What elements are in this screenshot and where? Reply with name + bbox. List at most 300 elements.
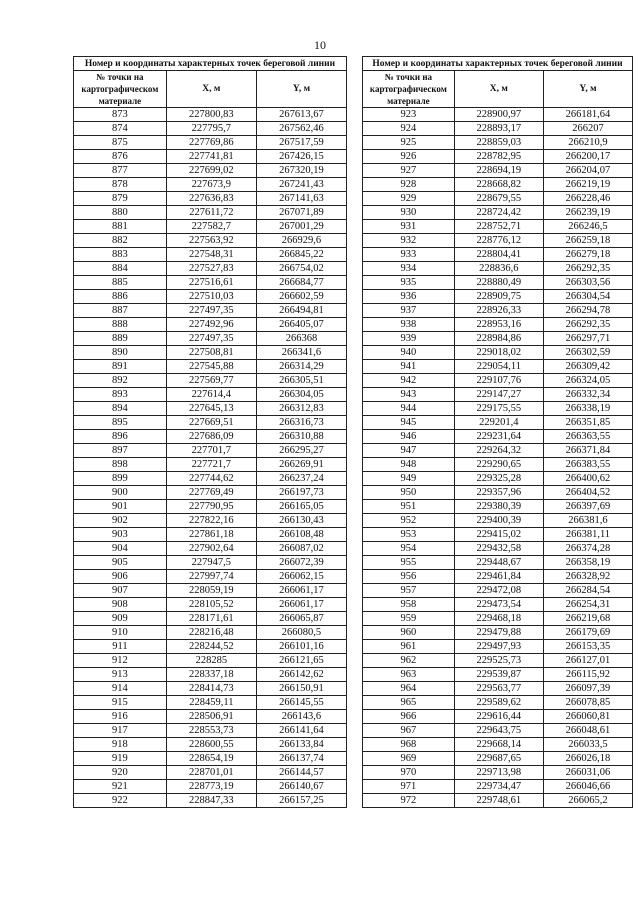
cell-x: 228782,95 (454, 150, 543, 164)
cell-x: 228414,73 (166, 682, 256, 696)
cell-x: 227997,74 (166, 570, 256, 584)
table-row (363, 766, 633, 780)
table-row (74, 262, 347, 276)
cell-y: 266181,64 (543, 108, 632, 122)
cell-y: 266101,16 (256, 640, 346, 654)
cell-x: 229687,65 (454, 752, 543, 766)
cell-point-number: 915 (74, 696, 167, 710)
table-row (74, 640, 347, 654)
table-row (74, 192, 347, 206)
cell-point-number: 938 (363, 318, 455, 332)
cell-y: 266127,01 (543, 654, 632, 668)
cell-x: 227686,09 (166, 430, 256, 444)
table-row (363, 486, 633, 500)
cell-point-number: 896 (74, 430, 167, 444)
cell-point-number: 964 (363, 682, 455, 696)
cell-y: 266312,83 (256, 402, 346, 416)
cell-point-number: 885 (74, 276, 167, 290)
cell-x: 227645,13 (166, 402, 256, 416)
cell-x: 228244,52 (166, 640, 256, 654)
cell-point-number: 892 (74, 374, 167, 388)
cell-x: 229643,75 (454, 724, 543, 738)
cell-y: 266061,17 (256, 584, 346, 598)
cell-y: 266144,57 (256, 766, 346, 780)
cell-y: 266142,62 (256, 668, 346, 682)
cell-y: 266314,29 (256, 360, 346, 374)
cell-point-number: 946 (363, 430, 455, 444)
cell-y: 266210,9 (543, 136, 632, 150)
cell-x: 229589,62 (454, 696, 543, 710)
cell-y: 266351,85 (543, 416, 632, 430)
table-title: Номер и координаты характерных точек береговой линии (363, 57, 633, 71)
table-row (363, 318, 633, 332)
cell-y: 266153,35 (543, 640, 632, 654)
cell-y: 266259,18 (543, 234, 632, 248)
table-row (74, 234, 347, 248)
cell-y: 266026,18 (543, 752, 632, 766)
cell-x: 228773,19 (166, 780, 256, 794)
table-row (363, 570, 633, 584)
cell-point-number: 955 (363, 556, 455, 570)
cell-x: 229472,08 (454, 584, 543, 598)
table-row (74, 598, 347, 612)
cell-x: 229563,77 (454, 682, 543, 696)
table-row (363, 220, 633, 234)
table-row (74, 276, 347, 290)
table-row (363, 710, 633, 724)
cell-x: 229748,61 (454, 794, 543, 808)
cell-x: 229473,54 (454, 598, 543, 612)
cell-point-number: 895 (74, 416, 167, 430)
cell-point-number: 901 (74, 500, 167, 514)
cell-x: 228459,11 (166, 696, 256, 710)
cell-x: 229497,93 (454, 640, 543, 654)
cell-point-number: 931 (363, 220, 455, 234)
cell-y: 266374,28 (543, 542, 632, 556)
table-row (363, 164, 633, 178)
table-row (74, 570, 347, 584)
table-row (363, 332, 633, 346)
cell-x: 229468,18 (454, 612, 543, 626)
cell-x: 227636,83 (166, 192, 256, 206)
cell-point-number: 949 (363, 472, 455, 486)
cell-y: 266332,34 (543, 388, 632, 402)
cell-x: 227800,83 (166, 108, 256, 122)
cell-y: 266341,6 (256, 346, 346, 360)
cell-point-number: 936 (363, 290, 455, 304)
cell-x: 229231,64 (454, 430, 543, 444)
cell-y: 267517,59 (256, 136, 346, 150)
cell-point-number: 911 (74, 640, 167, 654)
cell-y: 266305,51 (256, 374, 346, 388)
cell-y: 266237,24 (256, 472, 346, 486)
cell-y: 266207 (543, 122, 632, 136)
cell-y: 266316,73 (256, 416, 346, 430)
table-row (363, 402, 633, 416)
cell-x: 229147,27 (454, 388, 543, 402)
cell-point-number: 950 (363, 486, 455, 500)
table-row (74, 696, 347, 710)
cell-y: 266133,84 (256, 738, 346, 752)
table-row (74, 584, 347, 598)
column-header-x: X, м (454, 71, 543, 108)
cell-x: 228752,71 (454, 220, 543, 234)
cell-point-number: 948 (363, 458, 455, 472)
table-row (74, 654, 347, 668)
cell-y: 267141,63 (256, 192, 346, 206)
cell-x: 227497,35 (166, 304, 256, 318)
cell-point-number: 944 (363, 402, 455, 416)
cell-x: 227790,95 (166, 500, 256, 514)
cell-y: 266046,66 (543, 780, 632, 794)
cell-x: 227673,9 (166, 178, 256, 192)
cell-y: 267071,89 (256, 206, 346, 220)
cell-point-number: 913 (74, 668, 167, 682)
cell-point-number: 880 (74, 206, 167, 220)
cell-y: 266145,55 (256, 696, 346, 710)
cell-point-number: 935 (363, 276, 455, 290)
table-row (74, 220, 347, 234)
cell-y: 266065,2 (543, 794, 632, 808)
cell-point-number: 891 (74, 360, 167, 374)
table-row (363, 794, 633, 808)
table-row (363, 234, 633, 248)
cell-x: 227701,7 (166, 444, 256, 458)
cell-y: 267241,43 (256, 178, 346, 192)
cell-point-number: 947 (363, 444, 455, 458)
cell-x: 228776,12 (454, 234, 543, 248)
table-row (74, 346, 347, 360)
cell-point-number: 909 (74, 612, 167, 626)
cell-x: 227569,77 (166, 374, 256, 388)
cell-x: 228926,33 (454, 304, 543, 318)
cell-x: 228654,19 (166, 752, 256, 766)
cell-y: 266061,17 (256, 598, 346, 612)
cell-y: 266239,19 (543, 206, 632, 220)
table-row (74, 136, 347, 150)
cell-x: 227516,61 (166, 276, 256, 290)
cell-point-number: 972 (363, 794, 455, 808)
cell-x: 227510,03 (166, 290, 256, 304)
cell-point-number: 918 (74, 738, 167, 752)
cell-x: 228893,17 (454, 122, 543, 136)
table-row (74, 724, 347, 738)
cell-y: 266197,73 (256, 486, 346, 500)
cell-point-number: 877 (74, 164, 167, 178)
cell-point-number: 875 (74, 136, 167, 150)
cell-x: 229448,67 (454, 556, 543, 570)
cell-x: 228679,55 (454, 192, 543, 206)
cell-x: 229380,39 (454, 500, 543, 514)
table-row (363, 262, 633, 276)
table-row (363, 248, 633, 262)
cell-point-number: 971 (363, 780, 455, 794)
cell-y: 266684,77 (256, 276, 346, 290)
coordinates-table-right (362, 56, 633, 808)
cell-point-number: 910 (74, 626, 167, 640)
cell-y: 266404,52 (543, 486, 632, 500)
cell-y: 266080,5 (256, 626, 346, 640)
cell-y: 266304,05 (256, 388, 346, 402)
cell-point-number: 960 (363, 626, 455, 640)
table-row (74, 556, 347, 570)
table-row (74, 150, 347, 164)
cell-x: 229325,28 (454, 472, 543, 486)
table-row (363, 500, 633, 514)
cell-x: 228701,01 (166, 766, 256, 780)
cell-x: 228059,19 (166, 584, 256, 598)
cell-y: 266381,6 (543, 514, 632, 528)
cell-x: 229107,76 (454, 374, 543, 388)
table-row (74, 388, 347, 402)
table-row (363, 696, 633, 710)
cell-x: 227563,92 (166, 234, 256, 248)
cell-y: 266358,19 (543, 556, 632, 570)
cell-x: 229525,73 (454, 654, 543, 668)
cell-point-number: 941 (363, 360, 455, 374)
table-row (74, 612, 347, 626)
cell-point-number: 969 (363, 752, 455, 766)
cell-x: 228880,49 (454, 276, 543, 290)
cell-x: 228847,33 (166, 794, 256, 808)
cell-point-number: 888 (74, 318, 167, 332)
table-row (363, 122, 633, 136)
table-row (363, 276, 633, 290)
cell-point-number: 959 (363, 612, 455, 626)
cell-x: 227902,64 (166, 542, 256, 556)
cell-y: 266328,92 (543, 570, 632, 584)
column-header-y: Y, м (256, 71, 346, 108)
cell-point-number: 903 (74, 528, 167, 542)
cell-point-number: 897 (74, 444, 167, 458)
table-row (363, 528, 633, 542)
cell-point-number: 887 (74, 304, 167, 318)
cell-y: 266246,5 (543, 220, 632, 234)
table-row (363, 178, 633, 192)
cell-y: 266031,06 (543, 766, 632, 780)
cell-y: 267001,29 (256, 220, 346, 234)
cell-x: 228668,82 (454, 178, 543, 192)
table-row (363, 752, 633, 766)
cell-x: 229175,55 (454, 402, 543, 416)
cell-point-number: 923 (363, 108, 455, 122)
cell-point-number: 900 (74, 486, 167, 500)
cell-y: 266157,25 (256, 794, 346, 808)
cell-y: 266179,69 (543, 626, 632, 640)
cell-x: 229713,98 (454, 766, 543, 780)
cell-y: 266072,39 (256, 556, 346, 570)
cell-x: 227669,51 (166, 416, 256, 430)
cell-x: 228105,52 (166, 598, 256, 612)
cell-point-number: 945 (363, 416, 455, 430)
cell-y: 266140,67 (256, 780, 346, 794)
cell-x: 229479,88 (454, 626, 543, 640)
table-row (74, 360, 347, 374)
cell-point-number: 970 (363, 766, 455, 780)
cell-y: 266165,05 (256, 500, 346, 514)
table-row (363, 304, 633, 318)
cell-y: 266062,15 (256, 570, 346, 584)
cell-x: 229018,02 (454, 346, 543, 360)
cell-y: 266292,35 (543, 318, 632, 332)
cell-x: 227769,86 (166, 136, 256, 150)
cell-point-number: 873 (74, 108, 167, 122)
table-row (363, 612, 633, 626)
cell-point-number: 966 (363, 710, 455, 724)
cell-point-number: 908 (74, 598, 167, 612)
table-row (74, 738, 347, 752)
cell-y: 267613,67 (256, 108, 346, 122)
table-row (74, 626, 347, 640)
table-row (363, 598, 633, 612)
cell-x: 229054,11 (454, 360, 543, 374)
table-row (74, 542, 347, 556)
table-row (363, 584, 633, 598)
cell-x: 229290,65 (454, 458, 543, 472)
cell-x: 229539,87 (454, 668, 543, 682)
cell-x: 227548,31 (166, 248, 256, 262)
table-row (74, 122, 347, 136)
cell-y: 266294,78 (543, 304, 632, 318)
cell-y: 266297,71 (543, 332, 632, 346)
cell-y: 266383,55 (543, 458, 632, 472)
table-row (74, 486, 347, 500)
table-row (363, 108, 633, 122)
page-number: 10 (314, 38, 326, 52)
cell-x: 227527,83 (166, 262, 256, 276)
cell-point-number: 922 (74, 794, 167, 808)
cell-y: 267320,19 (256, 164, 346, 178)
cell-x: 227699,02 (166, 164, 256, 178)
cell-x: 227492,96 (166, 318, 256, 332)
table-row (363, 360, 633, 374)
cell-x: 227721,7 (166, 458, 256, 472)
cell-y: 266228,46 (543, 192, 632, 206)
cell-x: 227795,7 (166, 122, 256, 136)
cell-point-number: 968 (363, 738, 455, 752)
cell-point-number: 906 (74, 570, 167, 584)
cell-point-number: 890 (74, 346, 167, 360)
cell-y: 266338,19 (543, 402, 632, 416)
cell-point-number: 876 (74, 150, 167, 164)
cell-x: 228285 (166, 654, 256, 668)
cell-point-number: 879 (74, 192, 167, 206)
cell-point-number: 904 (74, 542, 167, 556)
table-row (74, 304, 347, 318)
cell-point-number: 920 (74, 766, 167, 780)
table-row (363, 374, 633, 388)
cell-x: 228694,19 (454, 164, 543, 178)
cell-x: 229400,39 (454, 514, 543, 528)
coordinates-table-left (73, 56, 347, 808)
table-row (74, 780, 347, 794)
table-row (74, 374, 347, 388)
cell-point-number: 942 (363, 374, 455, 388)
table-row (74, 402, 347, 416)
cell-x: 227497,35 (166, 332, 256, 346)
table-row (74, 248, 347, 262)
table-row (363, 682, 633, 696)
cell-y: 266602,59 (256, 290, 346, 304)
cell-y: 266078,85 (543, 696, 632, 710)
cell-x: 229668,14 (454, 738, 543, 752)
table-row (363, 458, 633, 472)
cell-point-number: 953 (363, 528, 455, 542)
cell-y: 266397,69 (543, 500, 632, 514)
cell-point-number: 943 (363, 388, 455, 402)
cell-x: 228171,61 (166, 612, 256, 626)
cell-point-number: 878 (74, 178, 167, 192)
cell-y: 266295,27 (256, 444, 346, 458)
table-body (363, 108, 633, 808)
cell-point-number: 902 (74, 514, 167, 528)
cell-point-number: 884 (74, 262, 167, 276)
cell-point-number: 934 (363, 262, 455, 276)
cell-x: 228859,03 (454, 136, 543, 150)
cell-point-number: 933 (363, 248, 455, 262)
table-row (363, 444, 633, 458)
cell-y: 266269,91 (256, 458, 346, 472)
table-row (363, 192, 633, 206)
cell-y: 266137,74 (256, 752, 346, 766)
cell-y: 266368 (256, 332, 346, 346)
table-row (363, 556, 633, 570)
cell-x: 229357,96 (454, 486, 543, 500)
cell-y: 266405,07 (256, 318, 346, 332)
cell-point-number: 930 (363, 206, 455, 220)
cell-point-number: 907 (74, 584, 167, 598)
table-row (363, 150, 633, 164)
cell-point-number: 893 (74, 388, 167, 402)
table-row (363, 346, 633, 360)
cell-point-number: 886 (74, 290, 167, 304)
cell-x: 229432,58 (454, 542, 543, 556)
table-row (74, 164, 347, 178)
table-row (74, 318, 347, 332)
cell-y: 266108,48 (256, 528, 346, 542)
cell-x: 227822,16 (166, 514, 256, 528)
table-row (363, 640, 633, 654)
cell-x: 228337,18 (166, 668, 256, 682)
cell-y: 266048,61 (543, 724, 632, 738)
cell-x: 229734,47 (454, 780, 543, 794)
table-row (363, 668, 633, 682)
cell-x: 228984,86 (454, 332, 543, 346)
cell-y: 266254,31 (543, 598, 632, 612)
column-header-point-number: № точки на картографическом материале (74, 71, 167, 108)
cell-point-number: 912 (74, 654, 167, 668)
cell-x: 228724,42 (454, 206, 543, 220)
cell-y: 266310,88 (256, 430, 346, 444)
table-row (363, 136, 633, 150)
cell-x: 227545,88 (166, 360, 256, 374)
table-row (74, 500, 347, 514)
cell-point-number: 926 (363, 150, 455, 164)
cell-point-number: 883 (74, 248, 167, 262)
cell-point-number: 898 (74, 458, 167, 472)
cell-y: 266060,81 (543, 710, 632, 724)
cell-point-number: 937 (363, 304, 455, 318)
cell-point-number: 905 (74, 556, 167, 570)
cell-y: 266302,59 (543, 346, 632, 360)
table-row (363, 542, 633, 556)
cell-y: 266065,87 (256, 612, 346, 626)
cell-x: 228953,16 (454, 318, 543, 332)
table-row (363, 654, 633, 668)
cell-x: 228900,97 (454, 108, 543, 122)
cell-y: 266324,05 (543, 374, 632, 388)
table-row (363, 626, 633, 640)
